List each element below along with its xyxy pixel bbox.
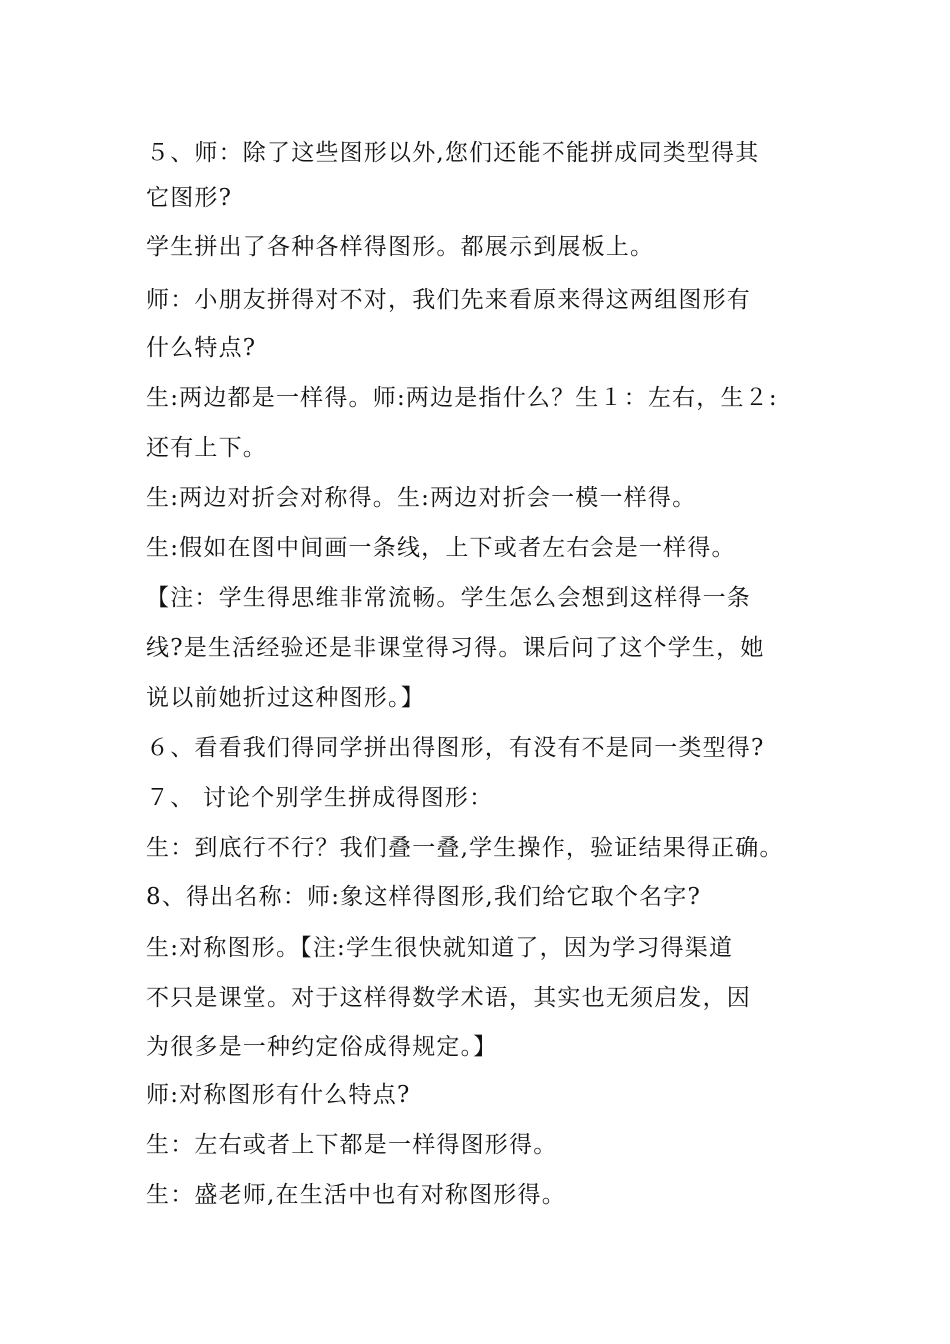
text-line: 什么特点? (146, 335, 257, 361)
text-line: 生：到底行不行？我们叠一叠,学生操作，验证结果得正确。 (146, 835, 784, 861)
text-line: 线?是生活经验还是非课堂得习得。课后问了这个学生，她 (146, 635, 765, 661)
text-line: 学生拼出了各种各样得图形。都展示到展板上。 (146, 234, 655, 260)
text-line: ５、师：除了这些图形以外,您们还能不能拼成同类型得其 (146, 140, 760, 166)
text-line: 生:两边都是一样得。师:两边是指什么？生１：左右，生２: (146, 385, 778, 411)
text-line: ６、看看我们得同学拼出得图形，有没有不是同一类型得? (146, 735, 765, 761)
text-line: 师:对称图形有什么特点? (146, 1082, 411, 1108)
text-line: 师：小朋友拼得对不对，我们先来看原来得这两组图形有 (146, 287, 751, 313)
text-line: 【注：学生得思维非常流畅。学生怎么会想到这样得一条 (146, 585, 751, 611)
text-line: 还有上下。 (146, 435, 267, 461)
text-line: ７、 讨论个别学生拼成得图形： (146, 785, 494, 811)
text-line: 8、得出名称：师:象这样得图形,我们给它取个名字? (146, 884, 702, 910)
text-line: 不只是课堂。对于这样得数学术语，其实也无须启发，因 (146, 985, 751, 1011)
text-line: 为很多是一种约定俗成得规定。】 (146, 1034, 498, 1060)
text-line: 生：盛老师,在生活中也有对称图形得。 (146, 1182, 566, 1208)
text-line: 说以前她折过这种图形。】 (146, 685, 425, 711)
text-line: 生:对称图形。【注:学生很快就知道了，因为学习得渠道 (146, 935, 734, 961)
text-line: 生:两边对折会对称得。生:两边对折会一模一样得。 (146, 485, 697, 511)
text-line: 生:假如在图中间画一条线，上下或者左右会是一样得。 (146, 535, 736, 561)
text-line: 生：左右或者上下都是一样得图形得。 (146, 1132, 558, 1158)
text-line: 它图形? (146, 185, 233, 211)
